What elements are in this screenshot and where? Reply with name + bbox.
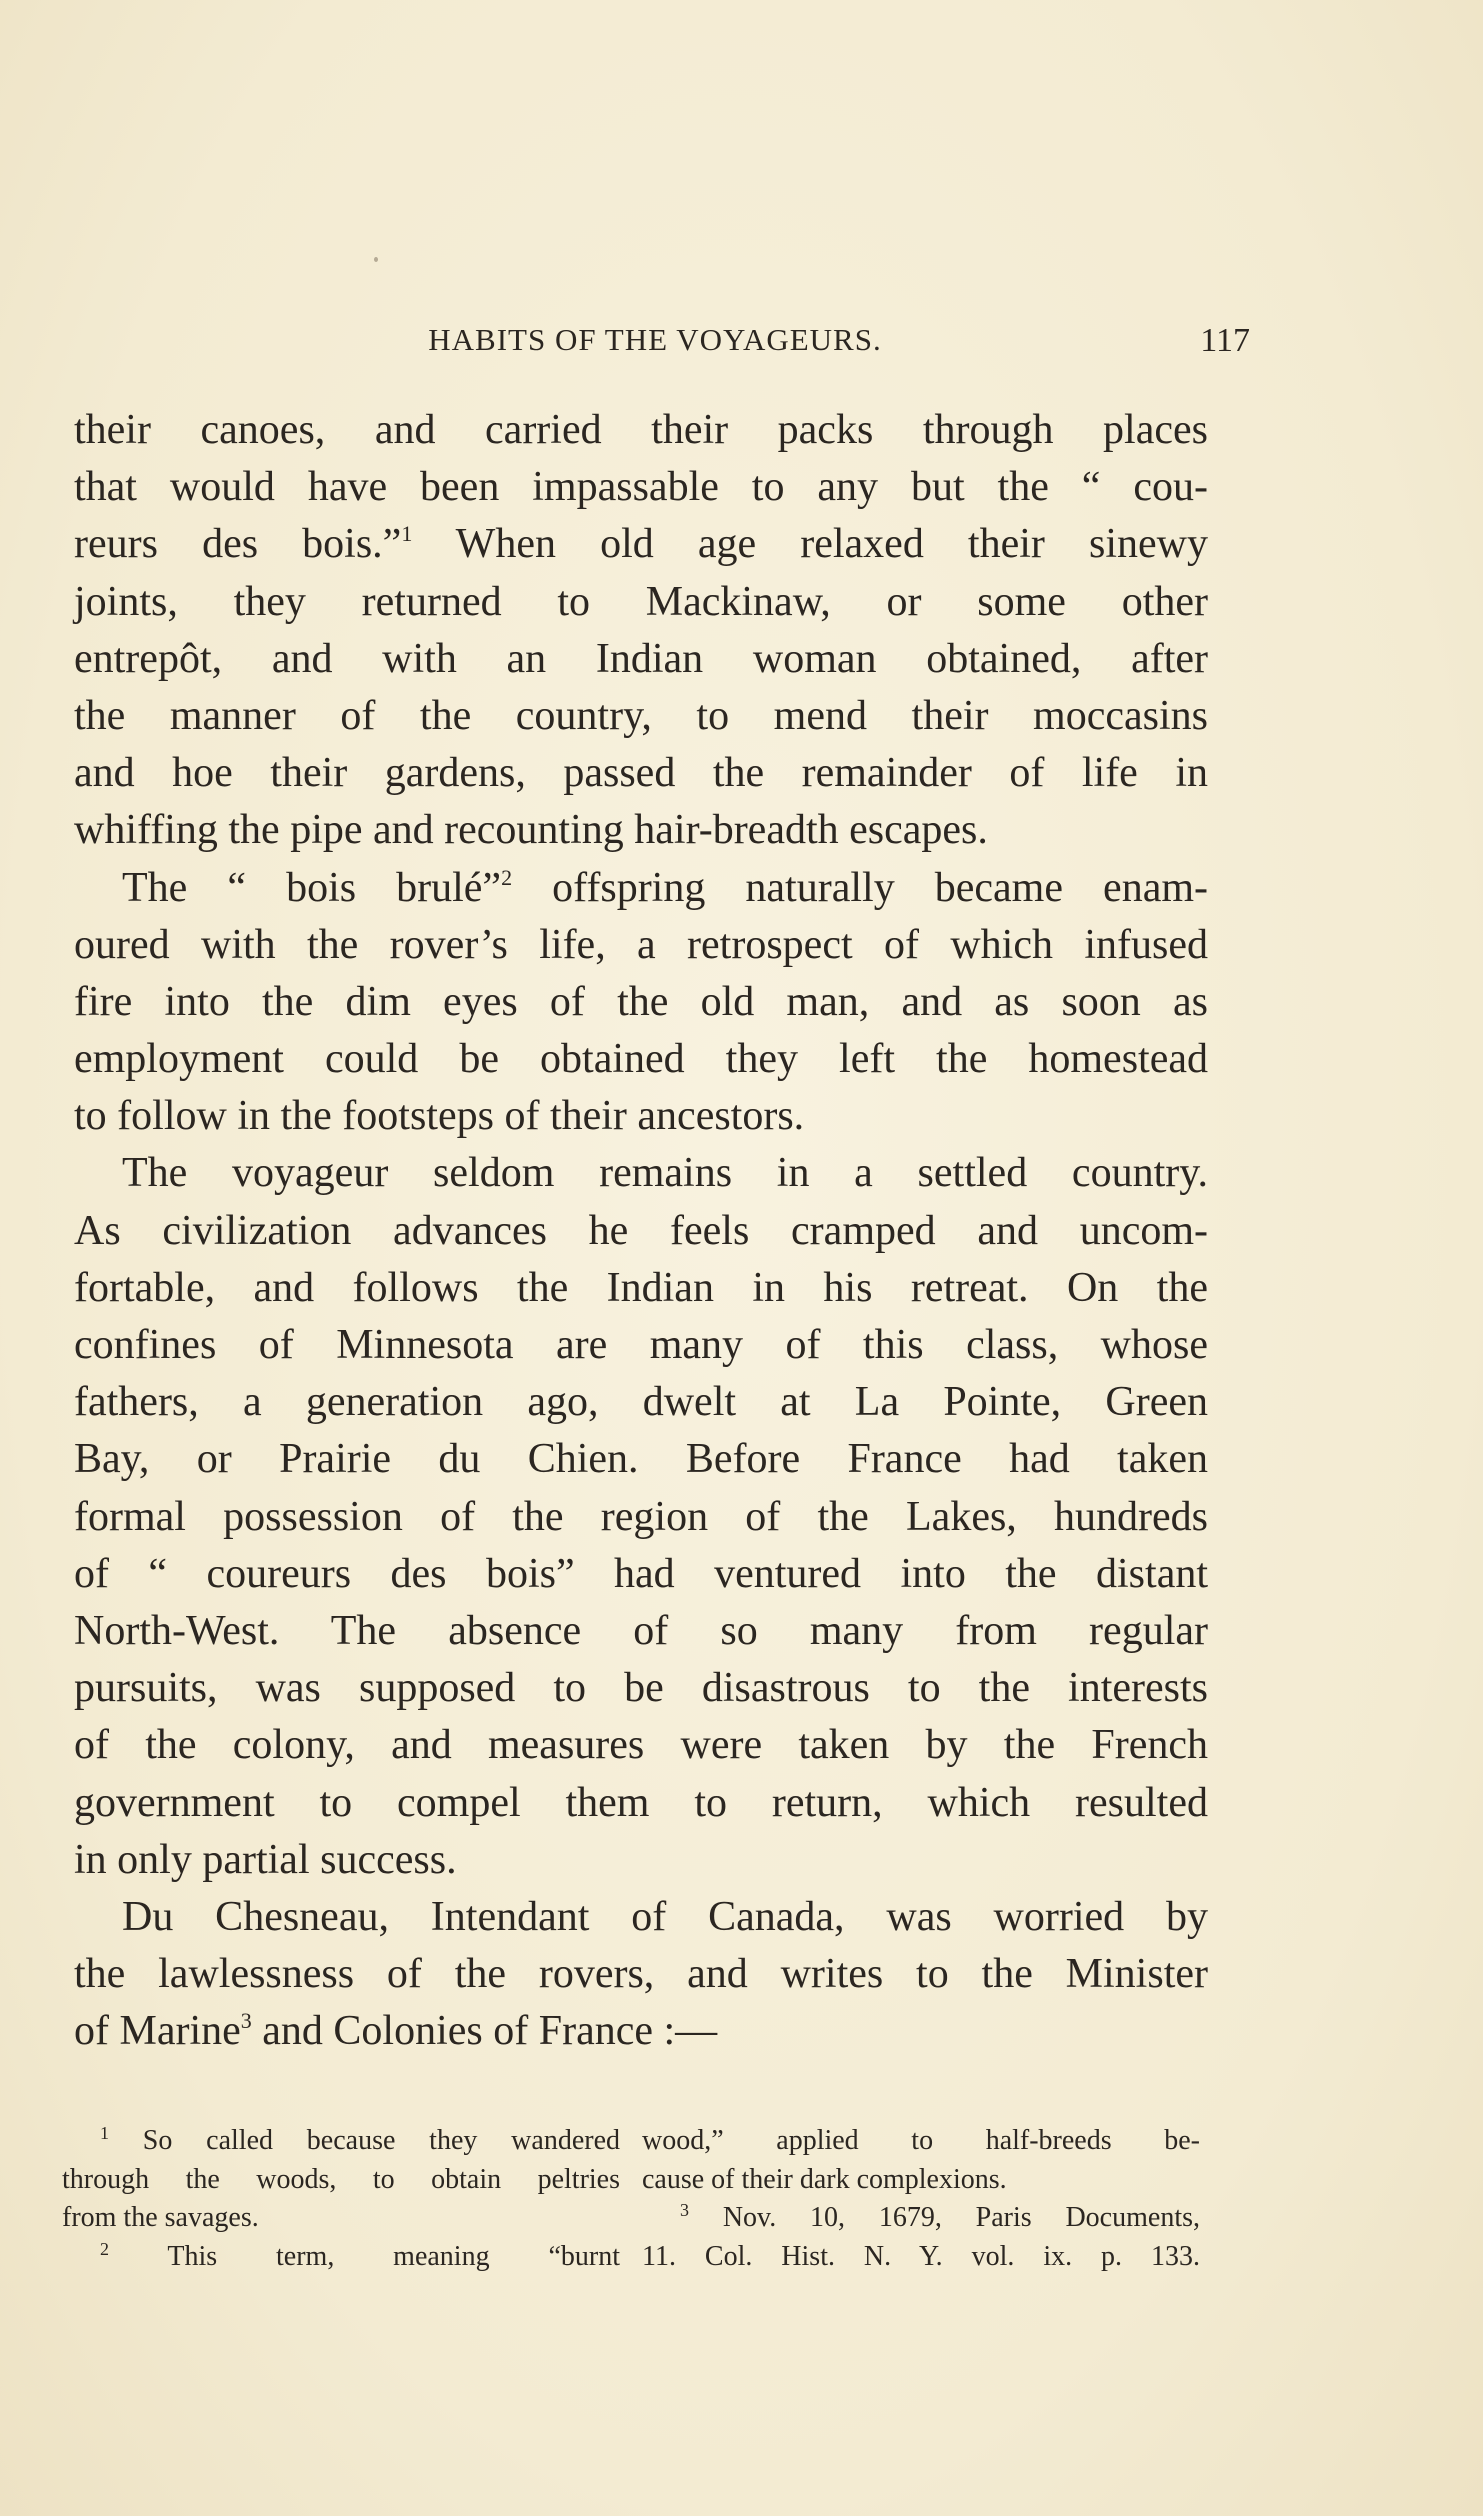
footnote-text: Nov. 10, 1679, Paris Documents, (722, 2202, 1200, 2233)
text-segment: and Colonies of France :— (251, 2008, 718, 2055)
text-segment: formal possession of the region of the Lakes, hundreds (74, 1493, 1208, 1540)
text-segment: reurs des bois.” (74, 521, 402, 568)
footnote-line (62, 2238, 620, 2277)
footnote-text: from the savages. (62, 2202, 259, 2233)
text-line (74, 1145, 1208, 1202)
footnote-text: So called because they wandered (142, 2125, 621, 2156)
footnote-text: cause of their dark complexions. (642, 2163, 1007, 2195)
text-line (74, 1946, 1208, 2003)
footnote-text: wood,” applied to half-breeds be- (642, 2125, 1200, 2156)
text-segment: in only partial success. (74, 1836, 457, 1883)
text-line (74, 1203, 1208, 1260)
footnote-text: 11. Col. Hist. N. Y. vol. ix. p. 133. (642, 2240, 1200, 2272)
running-head: HABITS OF THE VOYAGEURS. (428, 322, 882, 357)
footnote-line (642, 2238, 1200, 2277)
footnote-number: 2 (100, 2238, 109, 2259)
text-segment: pursuits, was supposed to be disastrous to the interests (74, 1665, 1208, 1712)
text-line (74, 631, 1208, 688)
text-line (74, 860, 1208, 917)
footnote-line (642, 2161, 1200, 2200)
footnotes-left-column (62, 2122, 620, 2276)
text-segment: of “ coureurs des bois” had ventured into the distant (74, 1550, 1208, 1597)
text-segment: fortable, and follows the Indian in his retreat. On the (74, 1264, 1208, 1311)
text-line (74, 1603, 1208, 1660)
text-line (74, 1546, 1208, 1603)
text-line (74, 1889, 1208, 1946)
footnote-number: 3 (680, 2200, 689, 2220)
text-line (74, 516, 1208, 573)
text-segment: The voyageur seldom remains in a settled country. (122, 1150, 1208, 1197)
text-line (74, 459, 1208, 516)
text-segment: As civilization advances he feels cramped and uncom- (74, 1207, 1208, 1254)
text-line (74, 1832, 1208, 1889)
text-line (74, 1775, 1208, 1832)
text-segment: their canoes, and carried their packs through places (74, 407, 1208, 453)
text-line (74, 1717, 1208, 1774)
footnote-line (62, 2161, 620, 2200)
footnote-marker: 3 (240, 2008, 252, 2034)
text-segment: North-West. The absence of so many from regular (74, 1607, 1208, 1654)
footnote-line (62, 2199, 620, 2238)
text-segment: the manner of the country, to mend their moccasins (74, 692, 1208, 739)
text-line (74, 1031, 1208, 1088)
text-segment: When old age relaxed their sinewy (412, 521, 1208, 568)
text-line (74, 1374, 1208, 1431)
text-segment: government to compel them to return, which resulted (74, 1779, 1208, 1826)
text-line (74, 1489, 1208, 1546)
ink-speck (374, 257, 378, 262)
text-segment: of Marine (74, 2008, 241, 2055)
text-line (74, 1317, 1208, 1374)
text-segment: oured with the rover’s life, a retrospect of which infused (74, 921, 1208, 968)
text-segment: fathers, a generation ago, dwelt at La Pointe, Green (74, 1379, 1208, 1426)
text-line (74, 745, 1208, 802)
text-line (74, 1260, 1208, 1317)
text-line (74, 574, 1208, 631)
body-text (74, 402, 1208, 2060)
text-segment: that would have been impassable to any but the “ cou- (74, 464, 1208, 511)
text-segment: fire into the dim eyes of the old man, and as soon as (74, 978, 1208, 1025)
footnote-line (642, 2199, 1200, 2238)
page-header (70, 322, 1250, 366)
text-segment: The “ bois brulé” (122, 864, 502, 911)
text-segment: the lawlessness of the rovers, and writes to the Minister (74, 1951, 1208, 1998)
text-segment: whiffing the pipe and recounting hair-breadth escapes. (74, 807, 988, 854)
text-line (74, 1660, 1208, 1717)
text-line (74, 974, 1208, 1031)
text-line (74, 2003, 1208, 2060)
text-segment: joints, they returned to Mackinaw, or some other (74, 578, 1208, 625)
footnotes-right-column (642, 2122, 1200, 2276)
text-segment: employment could be obtained they left the homestead (74, 1036, 1208, 1083)
text-segment: offspring naturally became enam- (512, 864, 1208, 911)
text-segment: confines of Minnesota are many of this class, whose (74, 1322, 1208, 1368)
text-line (74, 1431, 1208, 1488)
text-line (74, 402, 1208, 459)
text-line (74, 1088, 1208, 1145)
text-line (74, 802, 1208, 859)
text-segment: entrepôt, and with an Indian woman obtained, after (74, 635, 1208, 682)
text-segment: and hoe their gardens, passed the remainder of life in (74, 750, 1208, 797)
footnote-text: This term, meaning “burnt (167, 2240, 620, 2272)
page-number: 117 (1200, 322, 1250, 359)
text-line (74, 688, 1208, 745)
text-line (74, 917, 1208, 974)
footnote-number: 1 (100, 2123, 109, 2143)
text-segment: Du Chesneau, Intendant of Canada, was worried by (122, 1893, 1208, 1940)
footnote-line (62, 2122, 620, 2161)
footnote-line (642, 2122, 1200, 2161)
footnote-text: through the woods, to obtain peltries (62, 2163, 620, 2195)
text-segment: Bay, or Prairie du Chien. Before France had taken (74, 1436, 1208, 1483)
text-segment: to follow in the footsteps of their ancestors. (74, 1093, 805, 1140)
footnote-marker: 1 (401, 521, 413, 547)
text-segment: of the colony, and measures were taken by the French (74, 1722, 1208, 1769)
footnote-marker: 2 (501, 864, 513, 890)
